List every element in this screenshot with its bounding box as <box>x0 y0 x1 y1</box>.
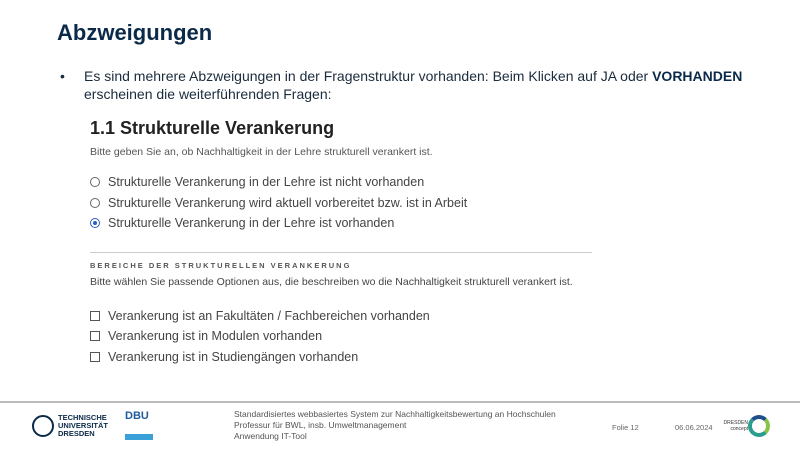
logo-text: DRESDEN <box>723 420 748 426</box>
footer-text <box>234 409 556 442</box>
bullet-point <box>60 67 760 103</box>
footer-line: Anwendung IT-Tool <box>234 431 307 441</box>
radio-button[interactable] <box>90 177 100 187</box>
radio-group <box>90 172 592 234</box>
form-screenshot <box>90 118 592 367</box>
checkbox-label: Verankerung ist in Modulen vorhanden <box>108 329 323 344</box>
footer-divider <box>0 401 800 403</box>
radio-option[interactable] <box>90 213 592 234</box>
tu-dresden-logo <box>32 414 108 438</box>
radio-label: Strukturelle Verankerung wird aktuell vorbereitet bzw. ist in Arbeit <box>108 195 468 210</box>
radio-option[interactable] <box>90 193 592 214</box>
footer-line: Standardisiertes webbasiertes System zur Nachhaltigkeitsbewertung an Hochschulen <box>234 409 556 419</box>
checkbox-label: Verankerung ist in Studiengängen vorhanden <box>108 349 359 364</box>
radio-label: Strukturelle Verankerung in der Lehre ist vorhanden <box>108 216 395 231</box>
section-question: Bitte wählen Sie passende Optionen aus, die beschreiben wo die Nachhaltigkeit strukturell verankert ist. <box>90 275 573 288</box>
bullet-icon: • <box>60 68 65 84</box>
dbu-text: DBU <box>125 410 149 422</box>
checkbox[interactable] <box>90 352 100 362</box>
checkbox-option[interactable] <box>90 326 592 347</box>
section-caption: BEREICHE DER STRUKTURELLEN VERANKERUNG <box>90 260 352 270</box>
dbu-bar <box>125 434 153 440</box>
radio-label: Strukturelle Verankerung in der Lehre ist nicht vorhanden <box>108 175 425 190</box>
logo-text: UNIVERSITÄT <box>58 421 109 430</box>
dresden-concept-logo <box>720 420 748 432</box>
form-heading: 1.1 Strukturelle Verankerung <box>90 118 335 138</box>
checkbox[interactable] <box>90 331 100 341</box>
bullet-text: Es sind mehrere Abzweigungen in der Fragenstruktur vorhanden: Beim Klicken auf JA oder <box>84 68 653 84</box>
checkbox[interactable] <box>90 311 100 321</box>
dbu-logo <box>125 410 163 440</box>
radio-button[interactable] <box>90 198 100 208</box>
slide-title: Abzweigungen <box>57 20 213 45</box>
radio-button-selected[interactable] <box>90 218 100 228</box>
checkbox-option[interactable] <box>90 347 592 368</box>
slide-number: Folie 12 <box>612 423 639 432</box>
divider <box>90 252 592 253</box>
logo-text: TECHNISCHE <box>58 413 107 422</box>
dresden-concept-ring-icon <box>748 415 770 437</box>
checkbox-label: Verankerung ist an Fakultäten / Fachbereichen vorhanden <box>108 308 430 323</box>
slide-date: 06.06.2024 <box>675 423 713 432</box>
form-question: Bitte geben Sie an, ob Nachhaltigkeit in der Lehre strukturell verankert ist. <box>90 146 433 158</box>
bullet-bold: VORHANDEN <box>652 68 743 84</box>
checkbox-group <box>90 306 592 368</box>
checkbox-option[interactable] <box>90 306 592 327</box>
logo-text: DRESDEN <box>58 429 95 438</box>
footer-line: Professur für BWL, insb. Umweltmanagement <box>234 420 407 430</box>
radio-option[interactable] <box>90 172 592 193</box>
logo-text: concept <box>730 426 748 432</box>
tu-logo-icon <box>32 415 54 437</box>
bullet-text-2: erscheinen die weiterführenden Fragen: <box>84 86 332 102</box>
